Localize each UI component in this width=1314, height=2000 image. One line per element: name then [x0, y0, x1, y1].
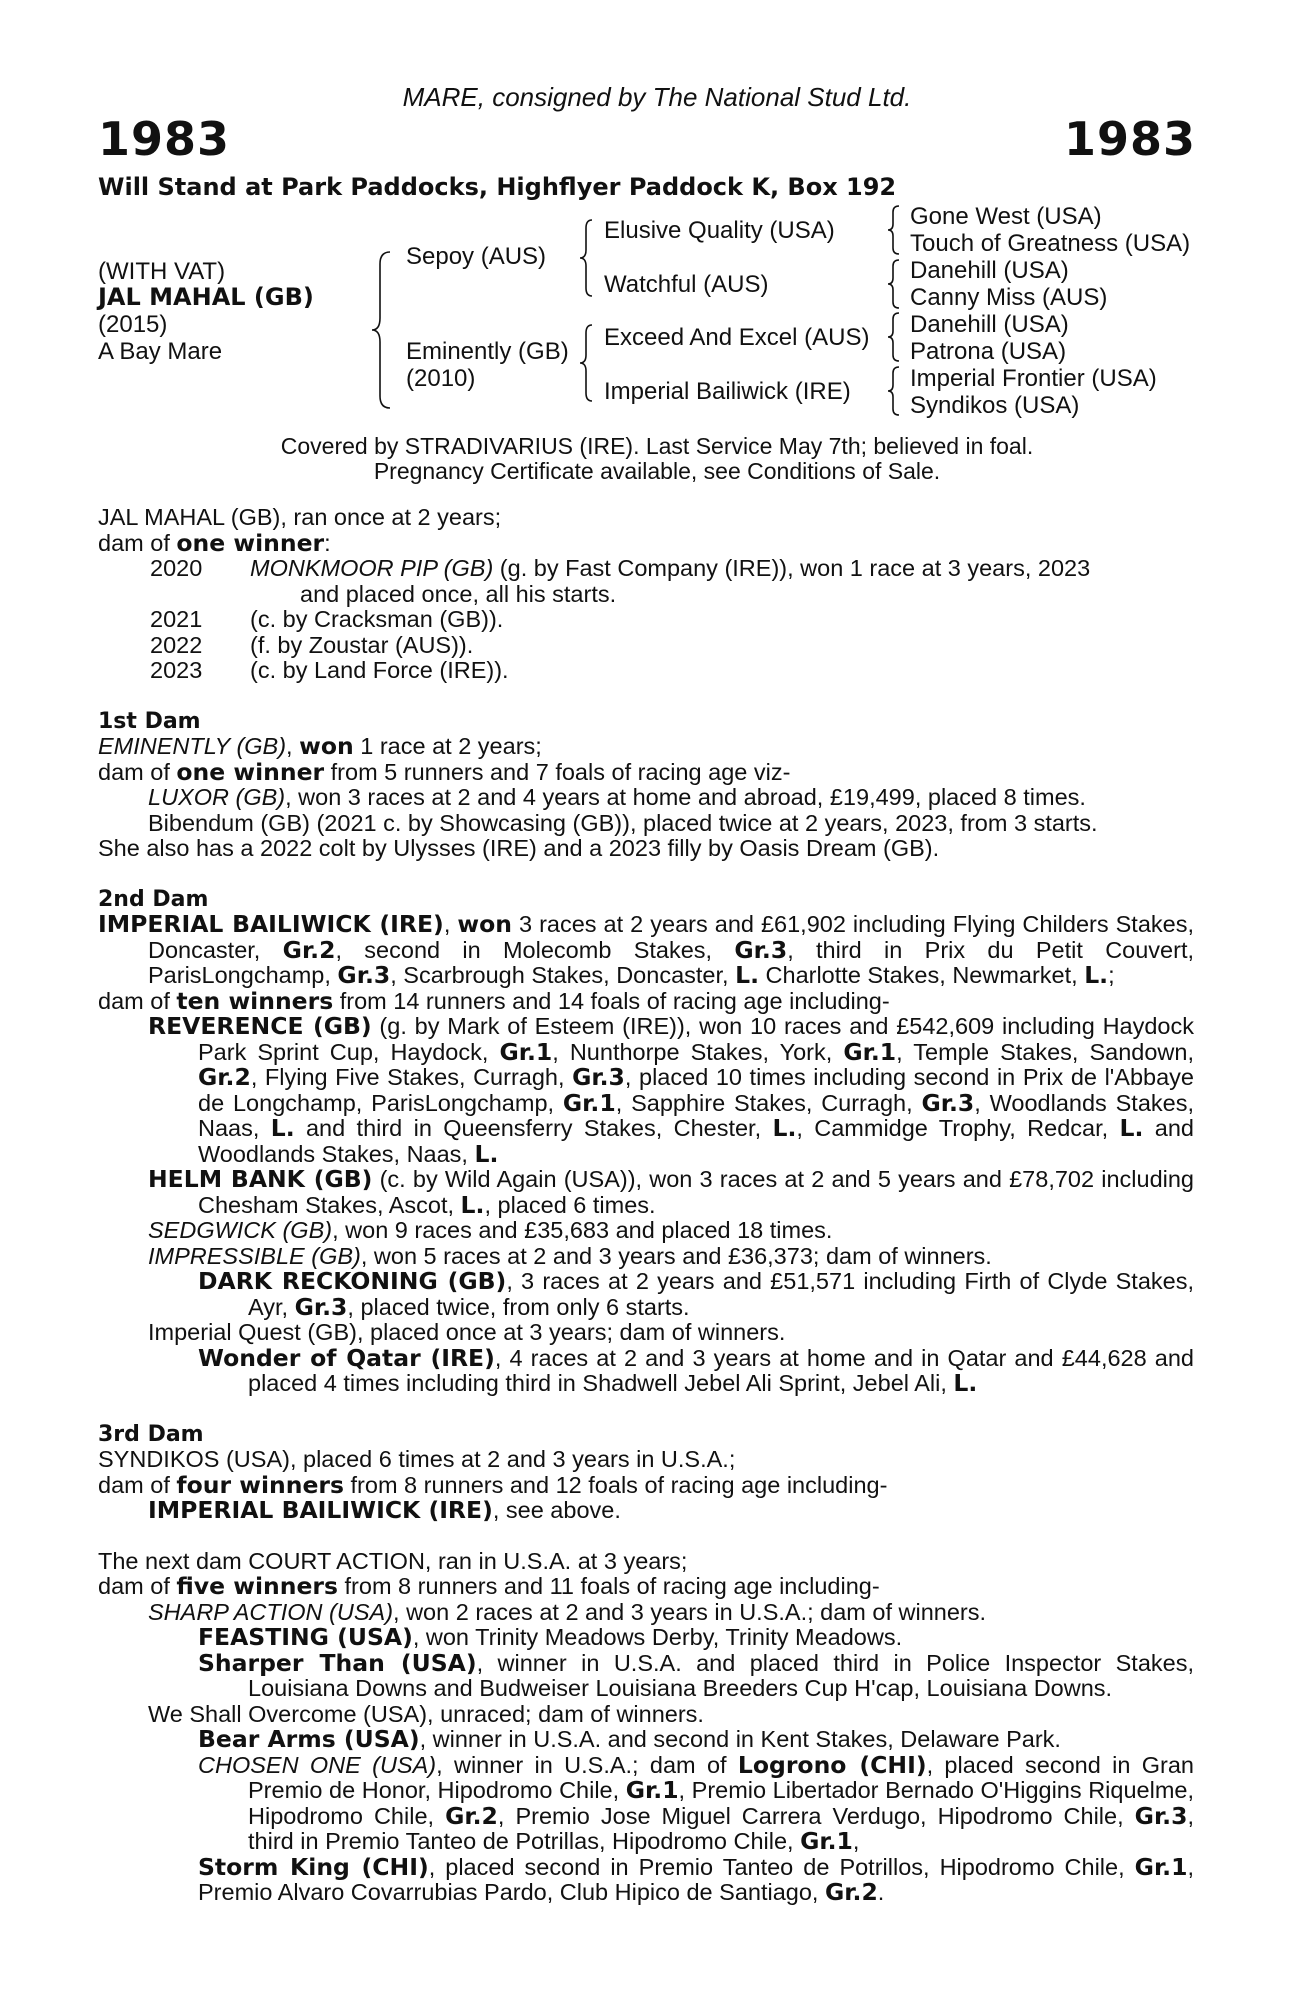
text-run: ; [1108, 962, 1115, 988]
produce-item: 2022 (f. by Zoustar (AUS)). [150, 631, 474, 658]
granddam-4: Syndikos (USA) [910, 392, 1080, 419]
first-dam-line-3: LUXOR (GB), won 3 races at 2 and 4 years at home and abroad, £19,499, placed 8 times. [148, 784, 1086, 810]
text-run: , won 2 races at 2 and 3 years in U.S.A.; dam of winners. [393, 1598, 987, 1625]
text-run: , placed second in Premio Tanteo de Potrillos, Hipodromo Chile, [428, 1853, 1135, 1880]
second-dam-p1 [98, 912, 1194, 989]
granddam-2: Canny Miss (AUS) [910, 284, 1108, 311]
g-brace-4 [886, 365, 902, 417]
foaled-year: (2015) [98, 311, 168, 338]
text-run: , 3 races at 2 years and £51,571 including Firth of Clyde Stakes, Ayr, [248, 1268, 1194, 1320]
text-run: Logrono (CHI) [737, 1750, 927, 1779]
second-dam-p7 [98, 1269, 1194, 1320]
text-run: Gr.3 [734, 935, 788, 964]
produce-item-cont: and placed once, all his starts. [300, 580, 617, 607]
produce-item: 2021 (c. by Cracksman (GB)). [150, 606, 504, 632]
second-dam-p3 [98, 1014, 1194, 1167]
first-dam-line-4: Bibendum (GB) (2021 c. by Showcasing (GB)), placed twice at 2 years, 2023, from 3 starts. [148, 809, 1098, 836]
second-dam-p8: Imperial Quest (GB), placed once at 3 years; dam of winners. [148, 1319, 786, 1345]
text-run: 3 races at 2 years and £61,902 including Flying Childers Stakes, Doncaster, [148, 911, 1195, 963]
text-run: , [852, 1828, 860, 1854]
text-run: , winner in U.S.A. and second in Kent Stakes, Delaware Park. [419, 1726, 1061, 1752]
second-dam-p6 [98, 1244, 1194, 1270]
text-run: L. [460, 1190, 485, 1219]
pedigree-brace [370, 250, 394, 410]
text-run: (g. by Mark of Esteem (IRE)), won 10 races and £542,609 including Haydock Park Sprint Cup, Haydock, [198, 1013, 1194, 1065]
produce-item: 2020 MONKMOOR PIP (GB) (g. by Fast Company (IRE)), won 1 race at 3 years, 2023 [150, 555, 1091, 581]
text-run: Gr.1 [800, 1827, 853, 1855]
produce-intro-1: JAL MAHAL (GB), ran once at 2 years; [98, 504, 502, 530]
next-dam-line-7 [98, 1727, 1194, 1753]
text-run: HELM BANK (GB) [148, 1165, 373, 1193]
text-run: dam of [98, 1573, 177, 1599]
text-run: Charlotte Stakes, Newmarket, [759, 962, 1085, 988]
text-run: Storm King (CHI) [198, 1852, 429, 1881]
text-run: Gr.2 [445, 1801, 498, 1830]
text-run: , Flying Five Stakes, Curragh, [250, 1064, 573, 1090]
text-run: , third in Prix du Petit Couvert, ParisLongchamp, [148, 936, 1195, 988]
sire: Sepoy (AUS) [406, 243, 547, 270]
stand-location: Will Stand at Park Paddocks, Highflyer Paddock K, Box 192 [98, 173, 897, 201]
text-run: Gr.2 [198, 1063, 251, 1091]
text-run: , won 9 races and £35,683 and placed 18 times. [332, 1217, 833, 1243]
vat-note: (WITH VAT) [98, 258, 226, 285]
text-run: , Temple Stakes, Sandown, [896, 1038, 1194, 1065]
text-run: Gr.1 [499, 1037, 553, 1066]
next-dam-line-2 [98, 1574, 1194, 1600]
third-dam-heading: 3rd Dam [98, 1421, 204, 1447]
next-dam-line-9 [98, 1852, 1194, 1906]
text-run: , Cammidge Trophy, Redcar, [796, 1115, 1120, 1141]
text-run: , 4 races at 2 and 3 years at home and in Qatar and £44,628 and placed 4 times including third in Shadwell Jebel Ali Sprint, Jebel Ali, [248, 1344, 1195, 1396]
text-run: Bear Arms (USA) [198, 1725, 420, 1753]
text-run: Wonder of Qatar (IRE) [198, 1343, 495, 1372]
text-run: , [443, 911, 458, 937]
text-run: DARK RECKONING (GB) [198, 1267, 507, 1295]
consignment-line: MARE, consigned by The National Stud Ltd. [402, 82, 912, 112]
g-brace-2 [886, 258, 902, 310]
text-run: , second in Molecomb Stakes, [335, 936, 735, 963]
second-dam-heading: 2nd Dam [98, 886, 209, 912]
text-run: , winner in U.S.A. and placed third in Police Inspector Stakes, Louisiana Downs and Budweiser Louisiana Breeders Cup H'cap, Louisiana Downs. [248, 1649, 1194, 1701]
text-run: Gr.3 [921, 1088, 975, 1117]
text-run: Gr.3 [572, 1063, 625, 1091]
text-run: from 14 runners and 14 foals of racing age including- [333, 987, 890, 1014]
third-dam-line-1: SYNDIKOS (USA), placed 6 times at 2 and 3 years in U.S.A.; [98, 1446, 736, 1472]
text-run: L. [953, 1369, 978, 1397]
text-run: . [877, 1879, 885, 1905]
second-dam-p5 [98, 1218, 1194, 1244]
text-run: Gr.1 [843, 1037, 897, 1066]
second-dam-p2 [98, 986, 1194, 1015]
text-run: Gr.3 [1134, 1801, 1188, 1830]
grandsire-2: Danehill (USA) [910, 257, 1069, 284]
text-run: L. [1084, 961, 1109, 989]
text-run: from 8 runners and 11 foals of racing age including- [337, 1573, 880, 1599]
text-run: Gr.1 [625, 1776, 679, 1804]
text-run: L. [270, 1114, 295, 1142]
third-dam-line-2 [98, 1470, 1194, 1499]
text-run: from 8 runners and 12 foals of racing age including- [344, 1471, 888, 1498]
text-run: , Scarbrough Stakes, Doncaster, [390, 962, 736, 988]
text-run: and third in Queensferry Stakes, Chester, [294, 1115, 773, 1141]
horse-description: A Bay Mare [98, 338, 223, 365]
text-run: , see above. [492, 1497, 621, 1523]
text-run: IMPERIAL BAILIWICK (IRE) [148, 1496, 493, 1524]
text-run: , winner in U.S.A.; dam of [436, 1751, 738, 1778]
text-run: , Woodlands Stakes, Naas, [198, 1089, 1195, 1141]
text-run: Gr.2 [282, 935, 336, 964]
dam-year: (2010) [406, 365, 476, 392]
granddam-3: Patrona (USA) [910, 338, 1067, 365]
grandsire-1: Gone West (USA) [910, 203, 1102, 230]
text-run: dam of [98, 987, 177, 1014]
dam-brace [578, 323, 596, 403]
text-run: SEDGWICK (GB) [148, 1217, 333, 1243]
sire-sire: Elusive Quality (USA) [604, 217, 835, 244]
text-run: , won 5 races at 2 and 3 years and £36,373; dam of winners. [360, 1242, 992, 1269]
text-run: four winners [176, 1470, 344, 1499]
covering-line-1: Covered by STRADIVARIUS (IRE). Last Service May 7th; believed in foal. [280, 433, 1034, 459]
text-run: REVERENCE (GB) [148, 1012, 372, 1040]
next-dam-line-4 [98, 1625, 1194, 1651]
second-dam-p4 [98, 1167, 1194, 1218]
next-dam-line-3 [98, 1600, 1194, 1626]
text-run: L. [735, 961, 759, 989]
next-dam-line-1: The next dam COURT ACTION, ran in U.S.A. at 3 years; [98, 1547, 688, 1574]
text-run: , placed 6 times. [484, 1191, 656, 1218]
second-dam-p9 [98, 1343, 1195, 1397]
produce-intro-2: dam of one winner: [98, 528, 331, 557]
text-run: FEASTING (USA) [198, 1623, 413, 1651]
text-run: L. [1119, 1114, 1144, 1142]
text-run: Gr.1 [562, 1088, 616, 1117]
grandsire-4: Imperial Frontier (USA) [910, 365, 1157, 392]
text-run: , Premio Jose Miguel Carrera Verdugo, Hipodromo Chile, [497, 1802, 1135, 1829]
text-run: ten winners [176, 986, 334, 1015]
lot-number-left: 1983 [98, 112, 231, 166]
produce-record [98, 505, 1194, 1906]
text-run: , Premio Libertador Bernado O'Higgins Riquelme, Hipodromo Chile, [248, 1777, 1194, 1829]
text-run: IMPERIAL BAILIWICK (IRE) [98, 910, 444, 938]
next-dam-line-6: We Shall Overcome (USA), unraced; dam of winners. [148, 1700, 704, 1727]
text-run: Sharper Than (USA) [198, 1648, 477, 1677]
grandsire-3: Danehill (USA) [910, 311, 1069, 338]
text-run: IMPRESSIBLE (GB) [148, 1242, 361, 1269]
dam-sire: Exceed And Excel (AUS) [604, 324, 870, 351]
dam-dam: Imperial Bailiwick (IRE) [604, 378, 851, 405]
text-run: and Woodlands Stakes, Naas, [198, 1115, 1194, 1167]
text-run: Gr.2 [824, 1878, 878, 1906]
first-dam-heading: 1st Dam [98, 708, 201, 734]
next-dam-line-8 [98, 1750, 1194, 1855]
text-run: , placed 10 times including second in Prix de l'Abbaye de Longchamp, ParisLongchamp, [198, 1064, 1194, 1116]
text-run: Gr.3 [294, 1292, 348, 1321]
produce-item: 2023 (c. by Land Force (IRE)). [150, 657, 509, 683]
text-run: CHOSEN ONE (USA) [198, 1751, 437, 1778]
text-run: Gr.3 [337, 961, 391, 989]
text-run: won [457, 910, 512, 938]
third-dam-line-3 [98, 1498, 1194, 1524]
covering-line-2: Pregnancy Certificate available, see Conditions of Sale. [373, 458, 941, 484]
text-run: L. [772, 1114, 797, 1142]
text-run: Gr.1 [1134, 1852, 1188, 1881]
sire-brace [578, 218, 596, 298]
sire-dam: Watchful (AUS) [604, 271, 769, 298]
first-dam-line-1: EMINENTLY (GB), won 1 race at 2 years; [98, 732, 542, 760]
granddam-1: Touch of Greatness (USA) [910, 230, 1191, 257]
dam: Eminently (GB) [406, 338, 569, 365]
text-run: , third in Premio Tanteo de Potrillas, Hipodromo Chile, [248, 1802, 1194, 1854]
text-run: SHARP ACTION (USA) [148, 1598, 394, 1625]
text-run: five winners [176, 1572, 338, 1600]
lot-number-right: 1983 [1063, 112, 1196, 166]
next-dam-line-5 [98, 1648, 1194, 1702]
text-run: L. [474, 1139, 499, 1168]
text-run: , placed twice, from only 6 starts. [347, 1293, 690, 1320]
g-brace-3 [886, 311, 902, 363]
text-run: (c. by Wild Again (USA)), won 3 races at 2 and 5 years and £78,702 including Chesham Stakes, Ascot, [198, 1166, 1194, 1218]
horse-name: JAL MAHAL (GB) [98, 283, 314, 311]
g-brace-1 [886, 204, 902, 256]
text-run: , Nunthorpe Stakes, York, [552, 1038, 844, 1065]
first-dam-line-5: She also has a 2022 colt by Ulysses (IRE) and a 2023 filly by Oasis Dream (GB). [98, 835, 940, 861]
text-run: dam of [98, 1471, 177, 1498]
text-run: , Premio Alvaro Covarrubias Pardo, Club Hipico de Santiago, [198, 1853, 1194, 1905]
text-run: , won Trinity Meadows Derby, Trinity Meadows. [412, 1624, 903, 1650]
text-run: , Sapphire Stakes, Curragh, [615, 1089, 922, 1116]
first-dam-line-2: dam of one winner from 5 runners and 7 foals of racing age viz- [98, 757, 791, 786]
text-run: , placed second in Gran Premio de Honor, Hipodromo Chile, [248, 1751, 1194, 1803]
